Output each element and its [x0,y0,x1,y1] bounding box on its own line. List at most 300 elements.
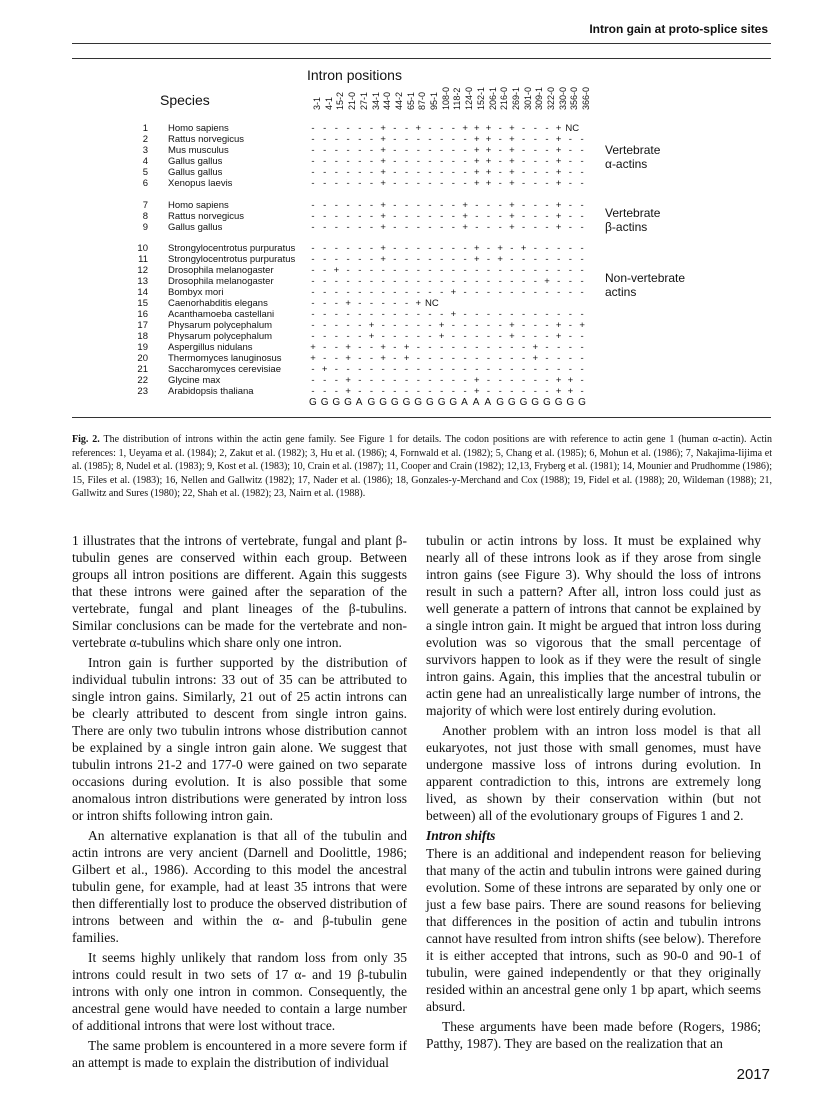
group-label-line: Non-vertebrate [605,271,686,285]
intron-cell: + [485,178,492,189]
intron-cell: - [358,287,362,298]
intron-cell: - [369,178,374,189]
intron-cell: - [475,364,479,375]
intron-cell: - [440,200,444,211]
intron-cell: - [557,265,561,276]
intron-cell: - [405,145,409,156]
intron-cell: + [380,222,386,233]
intron-cell: - [498,386,502,397]
intron-cell: - [451,276,455,287]
intron-cell: - [451,134,455,145]
intron-cell: - [580,364,584,375]
column-header: 21-0 [347,91,358,110]
intron-cell: - [557,309,561,320]
species-name: Thermomyces lanuginosus [168,353,282,364]
column-header: 3-1 [312,96,322,110]
intron-cell: - [346,364,350,375]
intron-cell: - [323,123,327,134]
intron-cell: - [498,145,502,156]
intron-cell: - [498,342,502,353]
intron-cell: - [440,145,444,156]
intron-cell: - [311,298,315,309]
intron-cell: - [405,200,409,211]
intron-cell: + [509,200,515,211]
intron-cell: - [346,309,350,320]
intron-cell: - [381,320,385,331]
figure-caption [72,433,772,501]
intron-cell: + [509,167,515,178]
table-bottom-rule [72,417,771,418]
intron-cell: + [474,156,480,167]
paragraph: An alternative explanation is that all of the tubulin and actin introns are very ancient (Darnell and Doolittle, 1986; Gilbert et al., 1986). According to this model the ancestral tubulin gene, for example, had at least 35 introns that were then differentially lost to produce the observed distribution of introns between and within the α- and β-tubulin gene families. [72,828,407,945]
intron-cell: - [568,156,572,167]
intron-cell: - [346,134,350,145]
intron-cell: + [415,123,422,134]
intron-cell: - [358,211,362,222]
intron-cell: - [463,353,467,364]
intron-cell: + [474,254,480,265]
intron-cell: - [580,200,584,211]
species-name: Homo sapiens [168,123,229,134]
intron-cell: - [451,123,455,134]
intron-cell: - [522,145,526,156]
intron-cell: + [497,254,503,265]
intron-cell: - [334,243,338,254]
phase-letter: G [566,397,575,408]
intron-cell: - [334,342,338,353]
intron-cell: - [545,156,549,167]
intron-cell: - [405,123,409,134]
intron-cell: - [381,276,385,287]
intron-cell: - [463,364,467,375]
intron-cell: - [463,254,467,265]
intron-cell: - [498,178,502,189]
intron-cell: - [568,364,572,375]
section-heading: Intron shifts [426,828,496,843]
intron-cell: - [486,331,491,342]
intron-cell: - [358,145,362,156]
intron-cell: - [393,243,397,254]
column-header: 108-0 [440,86,451,110]
row-number: 19 [137,342,148,353]
group-label-line: actins [605,285,637,299]
intron-cell: - [475,276,479,287]
intron-cell: - [358,298,362,309]
column-header: 366-0 [581,86,592,110]
intron-cell: - [358,156,362,167]
intron-cell: - [463,320,467,331]
intron-cell: - [568,320,572,331]
intron-cell: - [393,178,397,189]
header-rule [72,43,771,44]
intron-cell: - [557,287,561,298]
intron-cell: - [533,222,537,233]
intron-cell: - [428,353,432,364]
intron-cell: + [509,123,515,134]
intron-cell: + [321,364,328,375]
intron-cell: - [463,134,467,145]
intron-cell: - [486,265,491,276]
intron-cell: - [568,331,572,342]
intron-cell: - [545,320,549,331]
intron-cell: + [380,123,386,134]
phase-letter: G [437,397,446,408]
intron-cell: - [323,211,327,222]
intron-cell: - [358,134,362,145]
intron-cell: - [568,243,572,254]
intron-cell: - [416,342,420,353]
column-header: 95-1 [429,91,439,110]
intron-cell: - [393,123,397,134]
intron-cell: - [568,342,572,353]
intron-cell: - [393,254,397,265]
intron-cell: - [451,254,455,265]
intron-cell: - [545,331,549,342]
intron-cell: - [486,386,491,397]
intron-cell: - [311,156,315,167]
intron-cell: - [428,123,432,134]
phase-letter: G [519,397,528,408]
intron-cell: + [462,222,468,233]
intron-cell: - [533,178,537,189]
intron-cell: - [498,353,502,364]
intron-cell: - [323,178,327,189]
intron-cell: - [545,145,549,156]
intron-cell: - [393,309,397,320]
intron-cell: - [405,178,409,189]
intron-cell: + [555,211,562,222]
column-header: 44-2 [393,91,404,110]
group-label-non-vertebrate [605,271,685,299]
intron-cell: - [510,243,514,254]
left-column [72,532,407,1074]
phase-letter: G [578,397,586,408]
species-name: Physarum polycephalum [168,331,273,342]
phase-letter: G [367,397,376,408]
phase-letter: A [484,397,492,408]
intron-cell: - [463,167,467,178]
intron-cell: - [580,134,584,145]
column-header: 322-0 [546,86,556,110]
intron-cell: - [358,254,362,265]
species-name: Rattus norvegicus [168,211,245,222]
intron-cell: - [358,243,362,254]
intron-cell: - [498,364,502,375]
intron-cell: - [545,386,549,397]
intron-cell: + [520,243,527,254]
intron-cell: - [369,298,374,309]
intron-cell: - [545,178,549,189]
intron-cell: - [311,167,315,178]
intron-cell: - [522,167,526,178]
intron-cell: - [393,145,397,156]
intron-cell: + [474,386,480,397]
intron-cell: - [358,375,362,386]
intron-cell: - [358,200,362,211]
intron-cell: - [498,211,502,222]
intron-cell: + [555,156,562,167]
intron-cell: + [555,134,562,145]
intron-cell: - [405,298,409,309]
intron-cell: + [555,123,562,134]
phase-letter: G [402,397,411,408]
intron-cell: - [533,211,537,222]
intron-cell: + [555,320,562,331]
intron-cell: - [510,375,514,386]
intron-cell: - [358,320,362,331]
intron-cell: - [428,342,432,353]
intron-cell: - [486,200,491,211]
intron-cell: - [428,222,432,233]
intron-cell: - [311,123,315,134]
intron-cell: - [334,178,338,189]
row-number: 17 [137,320,148,331]
intron-cell: - [393,375,397,386]
intron-cell: - [498,134,502,145]
intron-cell: - [440,222,444,233]
intron-cell: - [498,167,502,178]
intron-cell: - [358,178,362,189]
intron-cell: - [334,134,338,145]
intron-cell: - [510,254,514,265]
intron-cell: + [532,342,539,353]
intron-cell: - [463,375,467,386]
paragraph: Another problem with an intron loss model is that all eukaryotes, not just those with small genomes, must have undergone massive loss of introns during evolution. In apparent contradiction to this, introns are extremely long lived, as shown by their conservation within (but not between) all of the evolutionary groups of Figures 1 and 2. [426,723,761,823]
intron-cell: - [358,331,362,342]
intron-cell: - [451,222,455,233]
intron-cell: - [311,309,315,320]
intron-cell: - [369,156,374,167]
intron-cell: + [462,200,468,211]
intron-cell: - [334,386,338,397]
intron-cell: - [416,364,420,375]
intron-cell: + [438,320,445,331]
species-name: Strongylocentrotus purpuratus [168,254,296,265]
intron-cell: - [311,254,315,265]
intron-cell: - [568,287,572,298]
intron-cell: - [369,145,374,156]
intron-cell: - [486,243,491,254]
intron-cell: - [346,211,350,222]
phase-letter: G [309,397,317,408]
intron-cell: - [522,375,526,386]
intron-cell: - [440,386,444,397]
intron-cell: + [380,145,386,156]
intron-cell: - [393,222,397,233]
intron-cell: - [323,320,327,331]
intron-cell: - [533,265,537,276]
intron-cell: - [568,222,572,233]
intron-cell: - [510,386,514,397]
row-number: 15 [137,298,148,309]
row-number: 4 [142,156,148,167]
intron-cell: - [580,211,584,222]
intron-cell: - [369,364,374,375]
column-header: 87-0 [417,91,428,110]
intron-cell: - [346,167,350,178]
intron-cell: + [474,375,480,386]
intron-cell: - [486,353,491,364]
intron-cell: - [510,353,514,364]
intron-cell: - [545,342,549,353]
intron-cell: + [555,167,562,178]
group-label-line: β-actins [605,220,648,234]
intron-cell: - [440,178,444,189]
intron-cell: - [545,364,549,375]
table-top-rule [72,58,771,59]
running-head: Intron gain at proto-splice sites [589,22,768,36]
intron-cell: - [486,342,491,353]
intron-cell: - [428,134,432,145]
intron-cell: - [416,276,420,287]
intron-cell: - [568,309,572,320]
intron-cell: - [533,364,537,375]
intron-cell: - [369,276,374,287]
intron-cell: - [323,254,327,265]
column-header: 124-0 [464,86,475,110]
intron-cell: - [522,364,526,375]
intron-cell: - [381,375,385,386]
intron-cell: - [323,156,327,167]
intron-cell: - [381,298,385,309]
intron-cell: - [346,320,350,331]
column-header: 330-0 [557,86,568,110]
page-number: 2017 [736,1066,770,1083]
phase-letter: A [355,397,363,408]
species-name: Rattus norvegicus [168,134,245,145]
intron-cell: - [498,320,502,331]
phase-letter: G [507,397,516,408]
intron-cell: + [368,320,375,331]
intron-cell: - [522,353,526,364]
intron-cell: - [311,375,315,386]
intron-cell: + [462,123,468,134]
intron-cell: + [509,178,515,189]
intron-cell: - [533,145,537,156]
intron-cell: - [486,309,491,320]
row-number: 13 [137,276,148,287]
species-name: Arabidopsis thaliana [168,386,254,397]
intron-cell: - [463,265,467,276]
intron-cell: - [557,243,561,254]
intron-cell: - [440,134,444,145]
intron-cell: + [380,243,386,254]
intron-cell: + [509,134,515,145]
intron-cell: - [334,123,338,134]
intron-cell: - [522,265,526,276]
intron-cell: - [451,265,455,276]
intron-cell: - [358,123,362,134]
intron-cell: - [334,276,338,287]
intron-cell: - [311,386,315,397]
intron-cell: - [358,364,362,375]
intron-cell: - [393,156,397,167]
intron-cell: + [380,178,386,189]
intron-cell: - [358,265,362,276]
species-name: Bombyx mori [168,287,224,298]
phase-letter: A [472,397,480,408]
intron-cell: - [545,211,549,222]
intron-cell: - [545,167,549,178]
intron-cell: - [533,320,537,331]
intron-cell: - [545,265,549,276]
intron-cell: - [369,287,374,298]
paragraph: It seems highly unlikely that random loss from only 35 introns could result in two sets of 17 α- and 19 β-tubulin introns with only one intron in common. Consequently, the ancestral gene would have needed to contain a large number of additional introns that were lost without trace. [72,950,407,1033]
intron-cell: - [393,298,397,309]
row-number: 11 [138,254,148,265]
paragraph: These arguments have been made before (Rogers, 1986; Patthy, 1987). They are based on the realization that an [426,1019,761,1051]
intron-cell: - [580,178,584,189]
intron-cell: - [381,265,385,276]
intron-cell: - [440,254,444,265]
intron-cell: - [522,134,526,145]
intron-cell: + [345,298,351,309]
intron-cell: - [334,200,338,211]
intron-cell: - [568,254,572,265]
intron-cell: - [580,276,584,287]
intron-cell: - [323,134,327,145]
intron-cell: - [545,200,549,211]
intron-cell: - [334,298,338,309]
species-name: Gallus gallus [168,167,223,178]
intron-cell: - [405,364,409,375]
intron-cell: + [509,222,515,233]
column-header: 309-1 [534,86,545,110]
intron-cell: - [334,211,338,222]
column-header: 4-1 [323,96,334,110]
intron-cell: NC [425,298,439,309]
row-number: 20 [137,353,148,364]
intron-cell: - [428,145,432,156]
caption-text: The distribution of introns within the actin gene family. See Figure 1 for details. The codon positions are with reference to actin gene 1 (human α-actin). Actin references: 1, Ueyama et al. (1984); 2, Zakut et al. (1982); 3, Hu et al. (1986); 4, Fornwald et al. (1982); 5, Chang et al. (1985); 6, Mohun et al. (1986); 7, Nakajima-Iijima et al. (1985); 8, Nudel et al. (1983); 9, Kost et al. (1983); 10, Crain et al. (1987); 11, Cooper and Crain (1982); 12,13, Fryberg et al. (1981); 14, Mounier and Prudhomme (1986); 15, Files et al. (1983); 16, Nellen and Gallwitz (1982); 17, Nader et al. (1986); 18, Gonzales-y-Merchand and Cox (1988); 19, Fidel et al. (1988); 20, Wildeman (1988); 21, Gallwitz and Sures (1980); 22, Shah et al. (1982); 23, Nairn et al. (1988). [72,434,773,499]
species-name: Strongylocentrotus purpuratus [168,243,296,254]
intron-cell: - [334,222,338,233]
intron-cell: - [369,222,374,233]
row-number: 18 [137,331,148,342]
row-number: 8 [142,211,148,222]
intron-cell: - [475,331,479,342]
intron-cell: - [405,134,409,145]
intron-cell: + [368,331,375,342]
intron-cell: - [323,287,327,298]
species-name: Drosophila melanogaster [168,265,274,276]
intron-cell: - [463,145,467,156]
intron-cell: - [522,200,526,211]
intron-cell: - [580,331,584,342]
intron-cell: - [498,331,502,342]
intron-cell: + [403,342,410,353]
intron-cell: - [580,145,584,156]
intron-cell: - [311,211,315,222]
intron-cell: - [358,167,362,178]
intron-cell: - [545,222,549,233]
intron-cell: - [311,200,315,211]
row-number: 22 [137,375,148,386]
intron-cell: + [555,145,562,156]
intron-cell: - [323,200,327,211]
phase-letter: G [554,397,563,408]
intron-cell: + [450,309,457,320]
intron-cell: - [369,200,374,211]
intron-cell: - [416,167,420,178]
intron-cell: + [380,353,386,364]
intron-cell: + [497,243,503,254]
intron-cell: - [533,309,537,320]
row-number: 7 [142,200,148,211]
intron-cell: - [510,276,514,287]
species-name: Aspergillus nidulans [168,342,253,353]
group-label-line: Vertebrate [605,206,661,220]
